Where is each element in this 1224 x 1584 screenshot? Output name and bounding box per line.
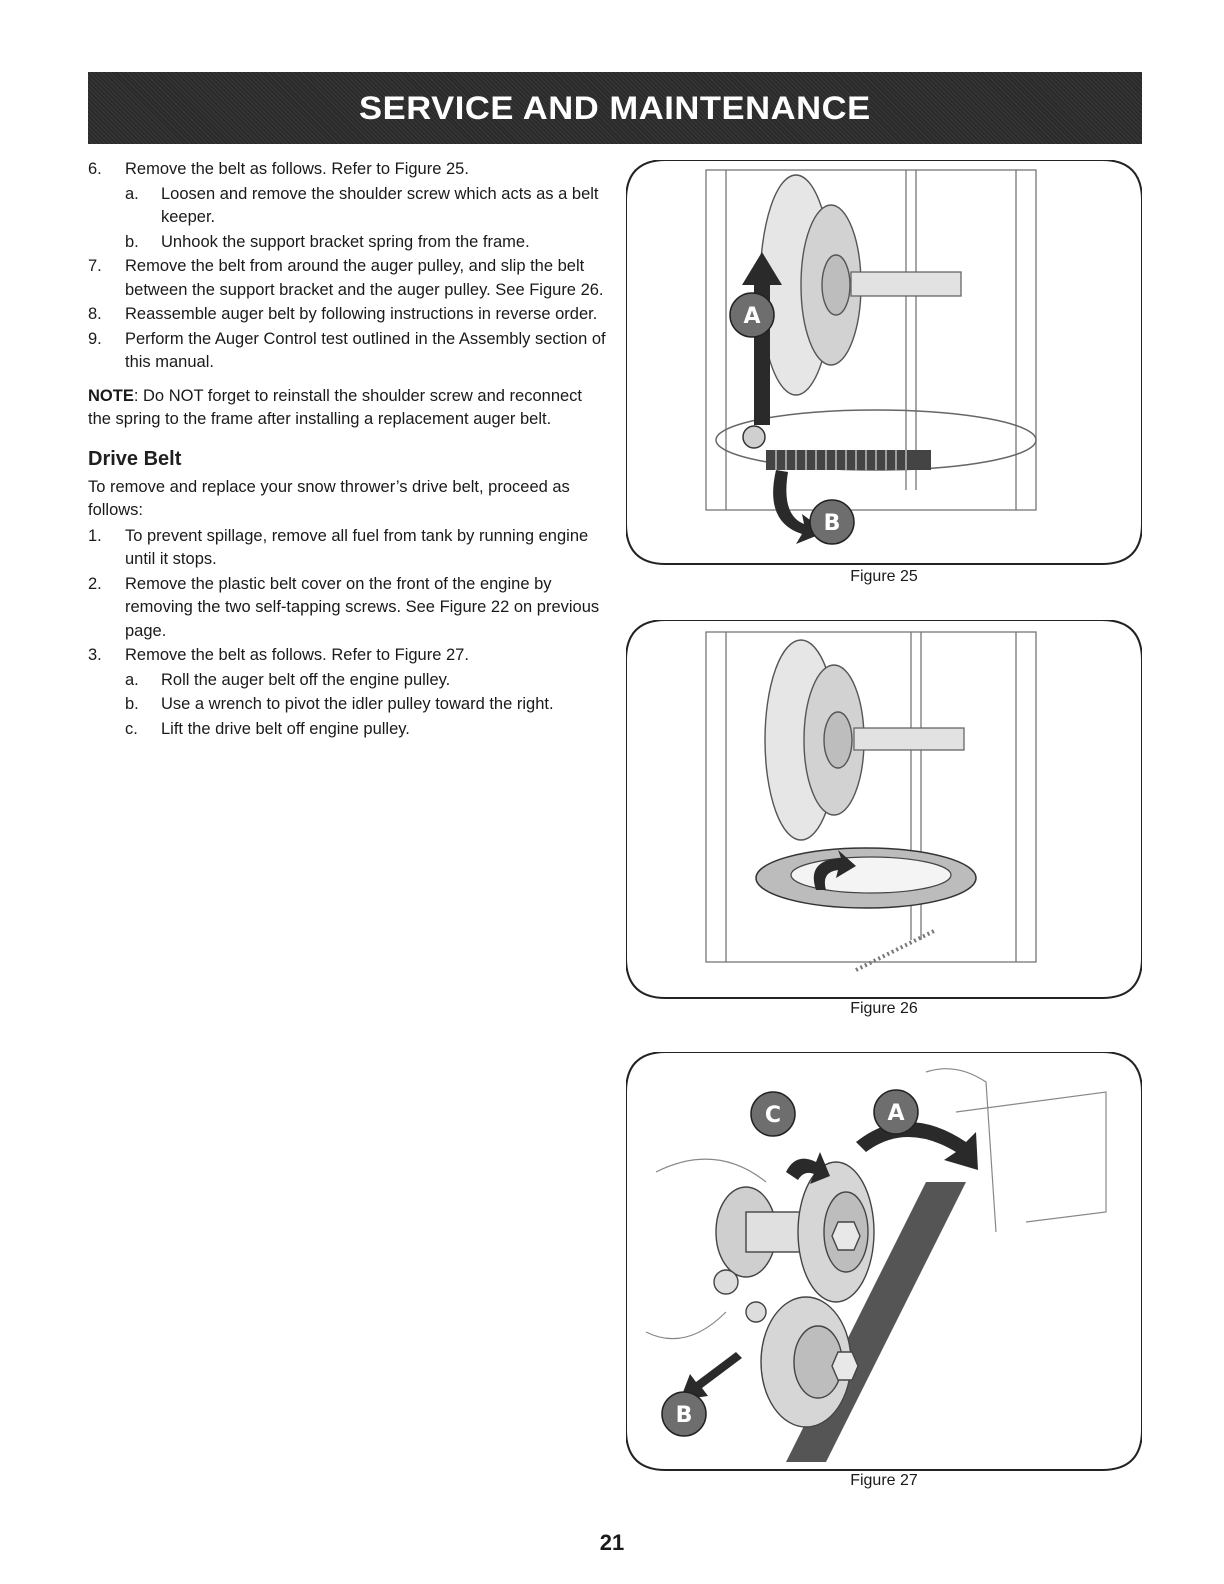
figure-26 bbox=[626, 620, 1142, 1020]
step-6: 6. Remove the belt as follows. Refer to Figure 25. bbox=[88, 160, 469, 178]
figure-26-illustration bbox=[626, 620, 1142, 1000]
drive-belt-heading: Drive Belt bbox=[88, 448, 182, 470]
step-7: 7. Remove the belt from around the auger pulley, and slip the belt between the support bracket and the auger pulley. See Figure 26. bbox=[88, 257, 604, 299]
figure-26-caption: Figure 26 bbox=[850, 1000, 918, 1017]
instructions-column bbox=[88, 158, 608, 742]
drive-step-3a: a. Roll the auger belt off the engine pulley. bbox=[125, 670, 451, 689]
page-title: SERVICE AND MAINTENANCE bbox=[359, 89, 871, 126]
drive-step-3c: c. Lift the drive belt off engine pulley. bbox=[125, 719, 410, 738]
figure-25 bbox=[626, 160, 1142, 600]
note-text: : Do NOT forget to reinstall the shoulder screw and reconnect the spring to the frame after installing a replacement auger belt. bbox=[88, 386, 583, 428]
spring-icon bbox=[766, 450, 931, 470]
callout-c-label: C bbox=[764, 1103, 782, 1128]
figure-27-caption: Figure 27 bbox=[850, 1472, 918, 1489]
drive-step-1: 1. To prevent spillage, remove all fuel from tank by running engine until it stops. bbox=[88, 526, 589, 568]
callout-a-label: A bbox=[743, 304, 761, 329]
shoulder-screw-icon bbox=[743, 426, 765, 448]
drive-belt-intro: To remove and replace your snow thrower’s drive belt, proceed as follows: bbox=[88, 477, 570, 519]
figure-25-caption: Figure 25 bbox=[850, 568, 918, 585]
section-banner bbox=[88, 72, 1142, 144]
step-6b: b. Unhook the support bracket spring from the frame. bbox=[125, 232, 530, 251]
callout-b-label: B bbox=[823, 511, 841, 536]
figure-27-illustration bbox=[626, 1052, 1142, 1472]
callout-b-label: B bbox=[675, 1403, 693, 1428]
drive-step-3b: b. Use a wrench to pivot the idler pulley toward the right. bbox=[125, 695, 554, 713]
figure-27 bbox=[626, 1052, 1142, 1492]
step-9: 9. Perform the Auger Control test outlined in the Assembly section of this manual. bbox=[88, 329, 606, 371]
figure-25-illustration bbox=[626, 160, 1142, 600]
step-6a: a. Loosen and remove the shoulder screw which acts as a belt keeper. bbox=[125, 184, 599, 226]
drive-step-2: 2. Remove the plastic belt cover on the front of the engine by removing the two self-tapping screws. See Figure 22 on previous page. bbox=[88, 574, 600, 640]
drive-step-3: 3. Remove the belt as follows. Refer to Figure 27. bbox=[88, 646, 469, 664]
note-paragraph bbox=[88, 385, 608, 432]
callout-a-label: A bbox=[887, 1101, 905, 1126]
note-label: NOTE bbox=[88, 386, 134, 405]
page-number: 21 bbox=[599, 1530, 625, 1555]
step-8: 8. Reassemble auger belt by following instructions in reverse order. bbox=[88, 305, 598, 323]
